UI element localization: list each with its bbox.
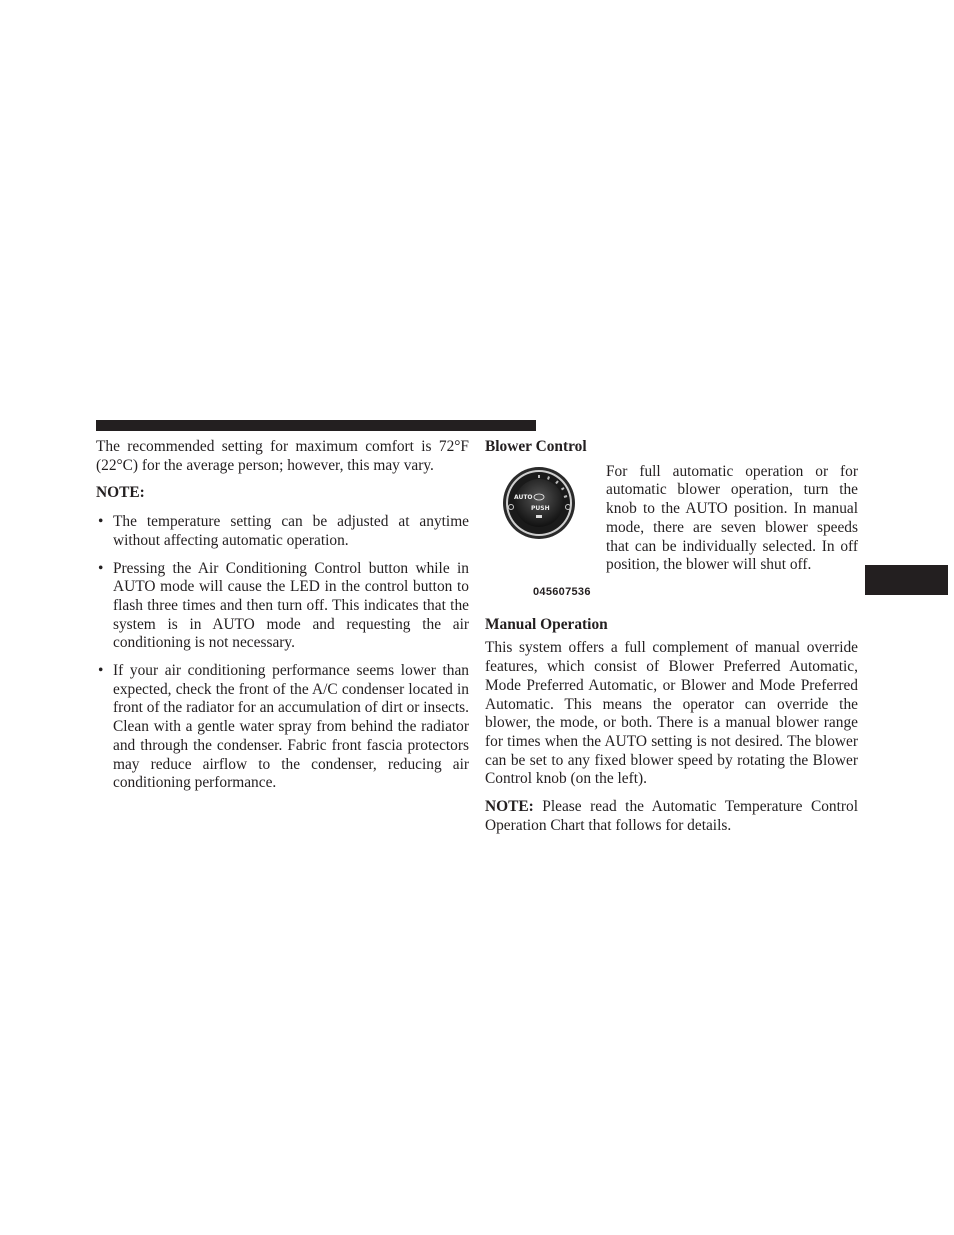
manual-operation-heading: Manual Operation bbox=[485, 615, 608, 633]
blower-knob-icon bbox=[485, 463, 600, 601]
note-list bbox=[96, 513, 469, 793]
bullet-icon: • bbox=[98, 559, 104, 577]
blower-control-heading: Blower Control bbox=[485, 438, 587, 455]
note-paragraph bbox=[485, 798, 858, 835]
left-column bbox=[96, 438, 469, 802]
manual-operation-text: This system offers a full complement of manual override features, which consist of Blower Preferred Automatic, Mode Preferred Automatic, or Blower and Mode Preferred Automatic. This means the operator can override the blower, the mode, or both. There is a manual blower range for times when the AUTO setting is not desired. The blower can be set to any fixed blower speed by rotating the Blower Control knob (on the left). bbox=[485, 639, 858, 788]
blower-section bbox=[485, 463, 858, 601]
inline-note-label: NOTE: bbox=[485, 798, 534, 816]
list-item: • Pressing the Air Conditioning Control button while in AUTO mode will cause the LED in the control button to flash three times and then turn off. This indicates that the system is in AUTO mode and requesting the air conditioning is not necessary. bbox=[98, 559, 469, 652]
knob-auto-label: AUTO bbox=[514, 493, 533, 501]
intro-paragraph: The recommended setting for maximum comfort is 72°F (22°C) for the average person; however, this may vary. bbox=[96, 438, 469, 474]
bullet-icon: • bbox=[98, 513, 104, 531]
blower-knob-figure bbox=[485, 463, 600, 601]
knob-push-label: PUSH bbox=[531, 504, 550, 512]
figure-caption: 045607536 bbox=[533, 585, 591, 598]
bullet-icon: • bbox=[98, 662, 104, 680]
right-column bbox=[485, 438, 858, 835]
chapter-tab bbox=[865, 565, 948, 595]
list-item: • The temperature setting can be adjusted at anytime without affecting automatic operation. bbox=[98, 513, 469, 549]
blower-control-text: For full automatic operation or for automatic blower operation, turn the knob to the AUTO position. In manual mode, there are seven blower speeds that can be individually selected. In off position, the blower will shut off. bbox=[606, 462, 858, 574]
note-text: Please read the Automatic Temperature Control Operation Chart that follows for details. bbox=[485, 798, 858, 834]
header-rule bbox=[96, 420, 536, 431]
note-label: NOTE: bbox=[96, 484, 145, 502]
list-item: • If your air conditioning performance seems lower than expected, check the front of the A/C condenser located in front of the radiator for an accumulation of dirt or insects. Clean with a gentle water spray from behind the radiator and through the condenser. Fabric front fascia protectors may reduce airflow to the condenser, reducing air conditioning performance. bbox=[98, 662, 469, 792]
